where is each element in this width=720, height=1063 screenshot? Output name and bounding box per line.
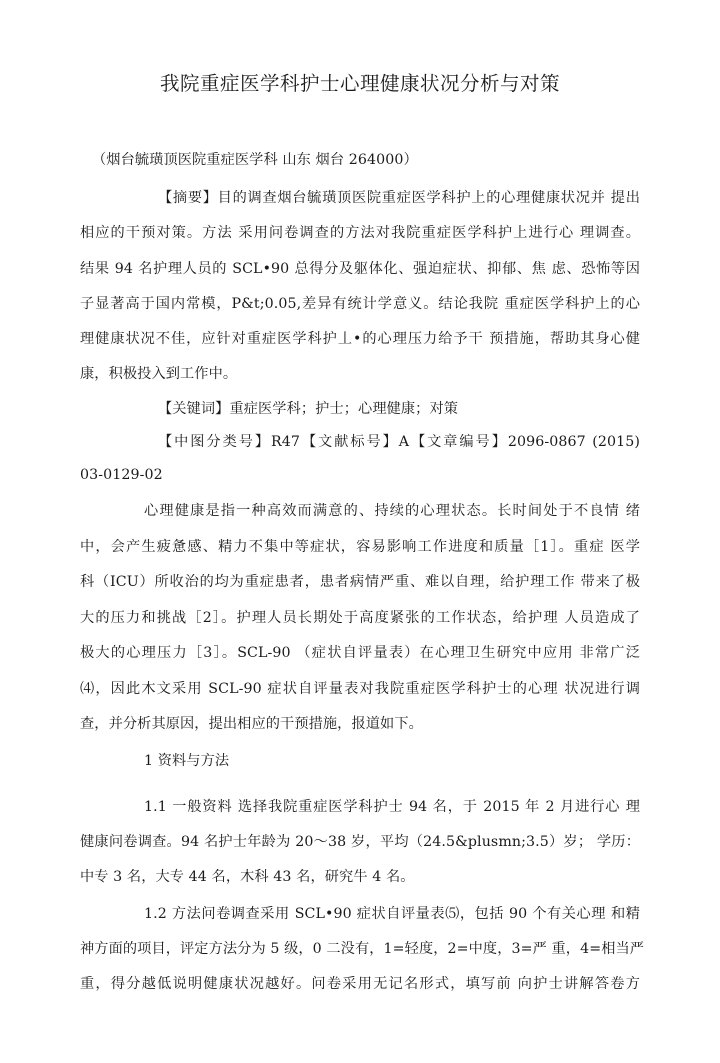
body-line: 极大的心理压力［3］。SCL-90 （症状自评量表）在心理卫生研究中应用 非常广泛 [80, 645, 640, 661]
abstract-line: 相应的干预对策。方法 采用问卷调查的方法对我院重症医学科护上进行心 理调查。 [80, 225, 640, 241]
body-line: 中专 3 名，大专 44 名，木科 43 名，研究牛 4 名。 [80, 869, 415, 885]
body-line: 健康问卷调查。94 名护士年龄为 20〜38 岁，平均（24.5&plusmn;3.5）岁； 学历： [80, 834, 640, 850]
paper-title: 我院重症医学科护士心理健康状况分析与对策 [159, 72, 560, 95]
section-heading: 1 资料与方法 [144, 753, 230, 769]
body-line: 查，并分析其原因，提出相应的干预措施，报道如下。 [80, 716, 423, 732]
abstract-line: 康，积极投入到工作中。 [80, 366, 238, 382]
classification-line: 【中图分类号】R47【文献标号】A【文章编号】2096-0867 (2015) [158, 434, 640, 450]
body-line: 1.2 方法问卷调查采用 SCL•90 症状自评量表⑸，包括 90 个有关心理 和精 [144, 906, 640, 922]
abstract-line: 子显著高于国内常模，P&t;0.05,差异有统计学意义。结论我院 重症医学科护上的心 [80, 296, 640, 312]
body-line: 重，得分越低说明健康状况越好。问卷采用无记名形式，填写前 向护士讲解答卷方 [80, 976, 640, 992]
body-line: 心理健康是指一种高效而满意的、持续的心理状态。长时间处于不良情 绪 [144, 503, 640, 519]
affiliation: （烟台毓璜顶医院重症医学科 山东 烟台 264000） [92, 152, 418, 168]
abstract-line: 【摘要】目的调查烟台毓璜顶医院重症医学科护上的心理健康状况并 提出 [158, 190, 640, 206]
body-line: ⑷，因此木文采用 SCL-90 症状自评量表对我院重症医学科护士的心理 状况进行调 [80, 681, 640, 697]
body-line: 1.1 一般资料 选择我院重症医学科护士 94 名，于 2015 年 2 月进行心 理 [144, 799, 640, 815]
body-line: 神方面的项目，评定方法分为 5 级，0 二没有，1=轻度，2=中度，3=严 重，4=相当严 [80, 941, 645, 957]
abstract-line: 理健康状况不佳，应针对重症医学科护丄•的心理压力给予干 预措施，帮助其身心健 [80, 331, 640, 347]
abstract-line: 结果 94 名护理人员的 SCL•90 总得分及躯体化、强迫症状、抑郁、焦 虑、恐怖等因 [80, 261, 640, 277]
classification-line: 03-0129-02 [80, 467, 163, 483]
keywords: 【关键词】重症医学科；护士；心理健康；对策 [158, 401, 459, 417]
body-line: 大的压力和挑战［2］。护理人员长期处于高度紧张的工作状态，给护理 人员造成了 [80, 610, 640, 626]
body-line: 中，会产生疲惫感、精力不集中等症状，容易影响工作进度和质量［1］。重症 医学 [80, 539, 640, 555]
body-line: 科（ICU）所收治的均为重症患者，患者病情严重、难以自理，给护理工作 带来了极 [80, 574, 640, 590]
